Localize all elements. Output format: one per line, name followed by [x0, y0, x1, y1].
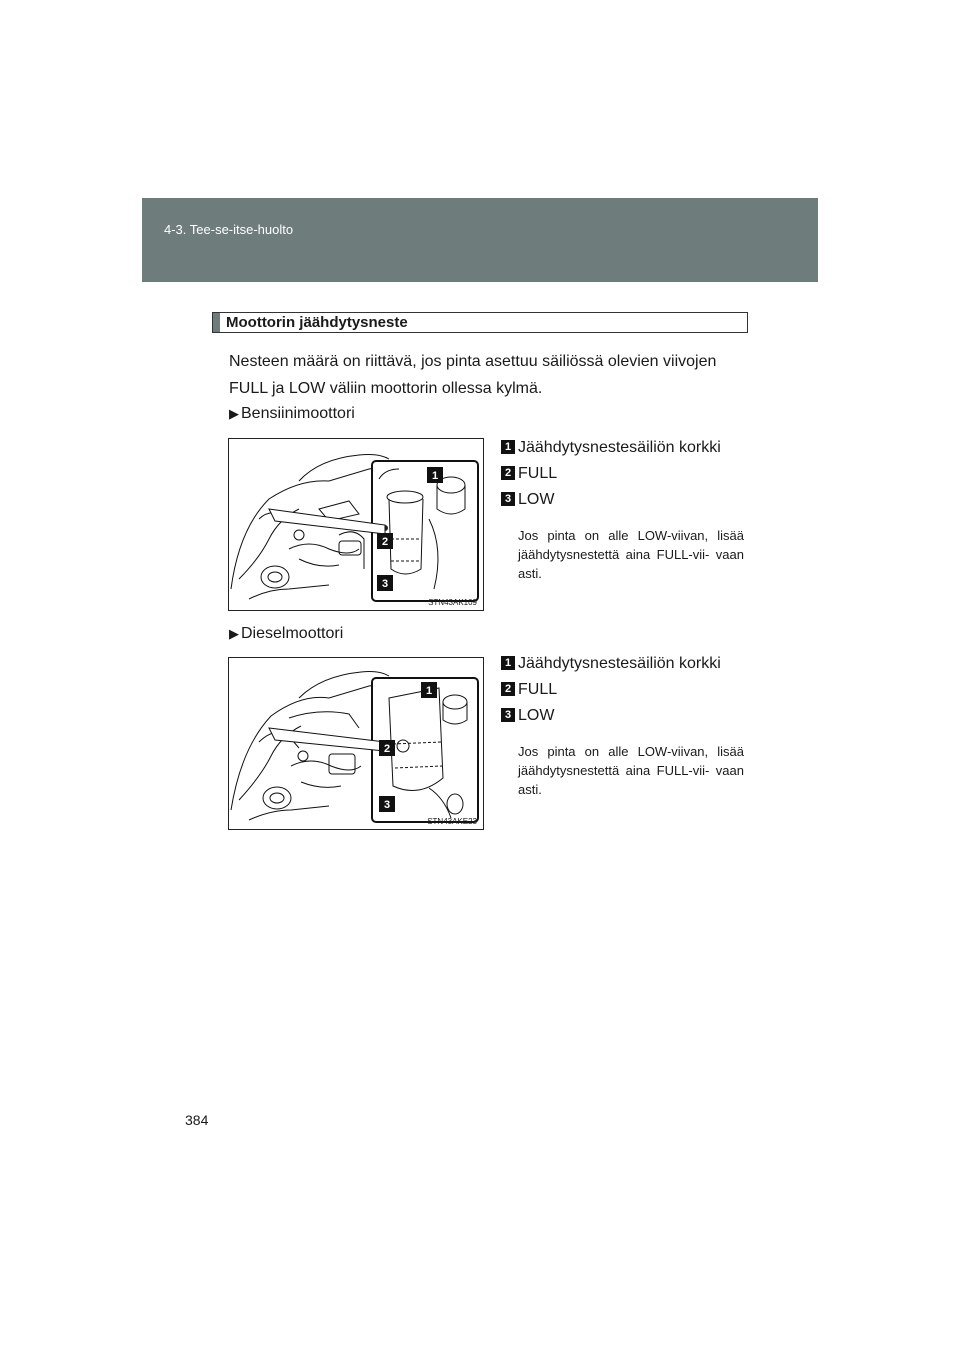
number-badge: 3 [501, 492, 515, 506]
legend-label: Jäähdytysnestesäiliön korkki [518, 439, 721, 456]
intro-paragraph: Nesteen määrä on riittävä, jos pinta asettuu säiliössä olevien viivojen FULL ja LOW väliin moottorin ollessa kylmä. [229, 353, 717, 397]
legend-item [501, 490, 751, 516]
legend-diesel [501, 654, 751, 799]
engine-heading-petrol [229, 405, 355, 423]
engine-heading-diesel [229, 625, 343, 643]
number-badge: 2 [501, 682, 515, 696]
svg-text:2: 2 [381, 536, 389, 548]
svg-text:3: 3 [381, 578, 389, 590]
svg-text:2: 2 [383, 743, 391, 755]
note-text: Jos pinta on alle LOW-viivan, lisää jäähdytysnestettä aina FULL-vii- vaan asti. [518, 528, 744, 581]
legend-item [501, 464, 751, 490]
number-badge: 3 [501, 708, 515, 722]
number-badge: 2 [501, 466, 515, 480]
section-title-box [212, 312, 748, 333]
triangle-bullet-icon: ▶ [229, 406, 239, 421]
title-accent-bar [213, 313, 220, 332]
note-text: Jos pinta on alle LOW-viivan, lisää jäähdytysnestettä aina FULL-vii- vaan asti. [518, 744, 744, 797]
figure-code: STN43AKE23 [427, 817, 477, 826]
legend-label: LOW [518, 707, 555, 724]
figure-code: STN43AK109 [428, 598, 477, 607]
legend-label: Jäähdytysnestesäiliön korkki [518, 655, 721, 672]
engine-bay-drawing [229, 439, 484, 611]
legend-item [501, 680, 751, 706]
header-band [142, 198, 818, 282]
legend-item [501, 706, 751, 732]
legend-item [501, 654, 751, 680]
page-number: 384 [185, 1112, 209, 1128]
svg-text:3: 3 [383, 799, 391, 811]
engine-bay-drawing [229, 658, 484, 830]
engine-illustration-diesel [228, 657, 484, 830]
number-badge: 1 [501, 656, 515, 670]
svg-text:1: 1 [425, 685, 433, 697]
legend-label: FULL [518, 465, 558, 482]
section-label: 4-3. Tee-se-itse-huolto [164, 222, 294, 237]
engine-heading-label: Dieselmoottori [241, 625, 344, 642]
engine-illustration-petrol [228, 438, 484, 611]
triangle-bullet-icon: ▶ [229, 626, 239, 641]
page-title: Moottorin jäähdytysneste [226, 314, 408, 331]
legend-label: LOW [518, 491, 555, 508]
svg-text:1: 1 [431, 470, 439, 482]
number-badge: 1 [501, 440, 515, 454]
legend-petrol [501, 438, 751, 583]
legend-label: FULL [518, 681, 558, 698]
engine-heading-label: Bensiinimoottori [241, 405, 355, 422]
legend-item [501, 438, 751, 464]
